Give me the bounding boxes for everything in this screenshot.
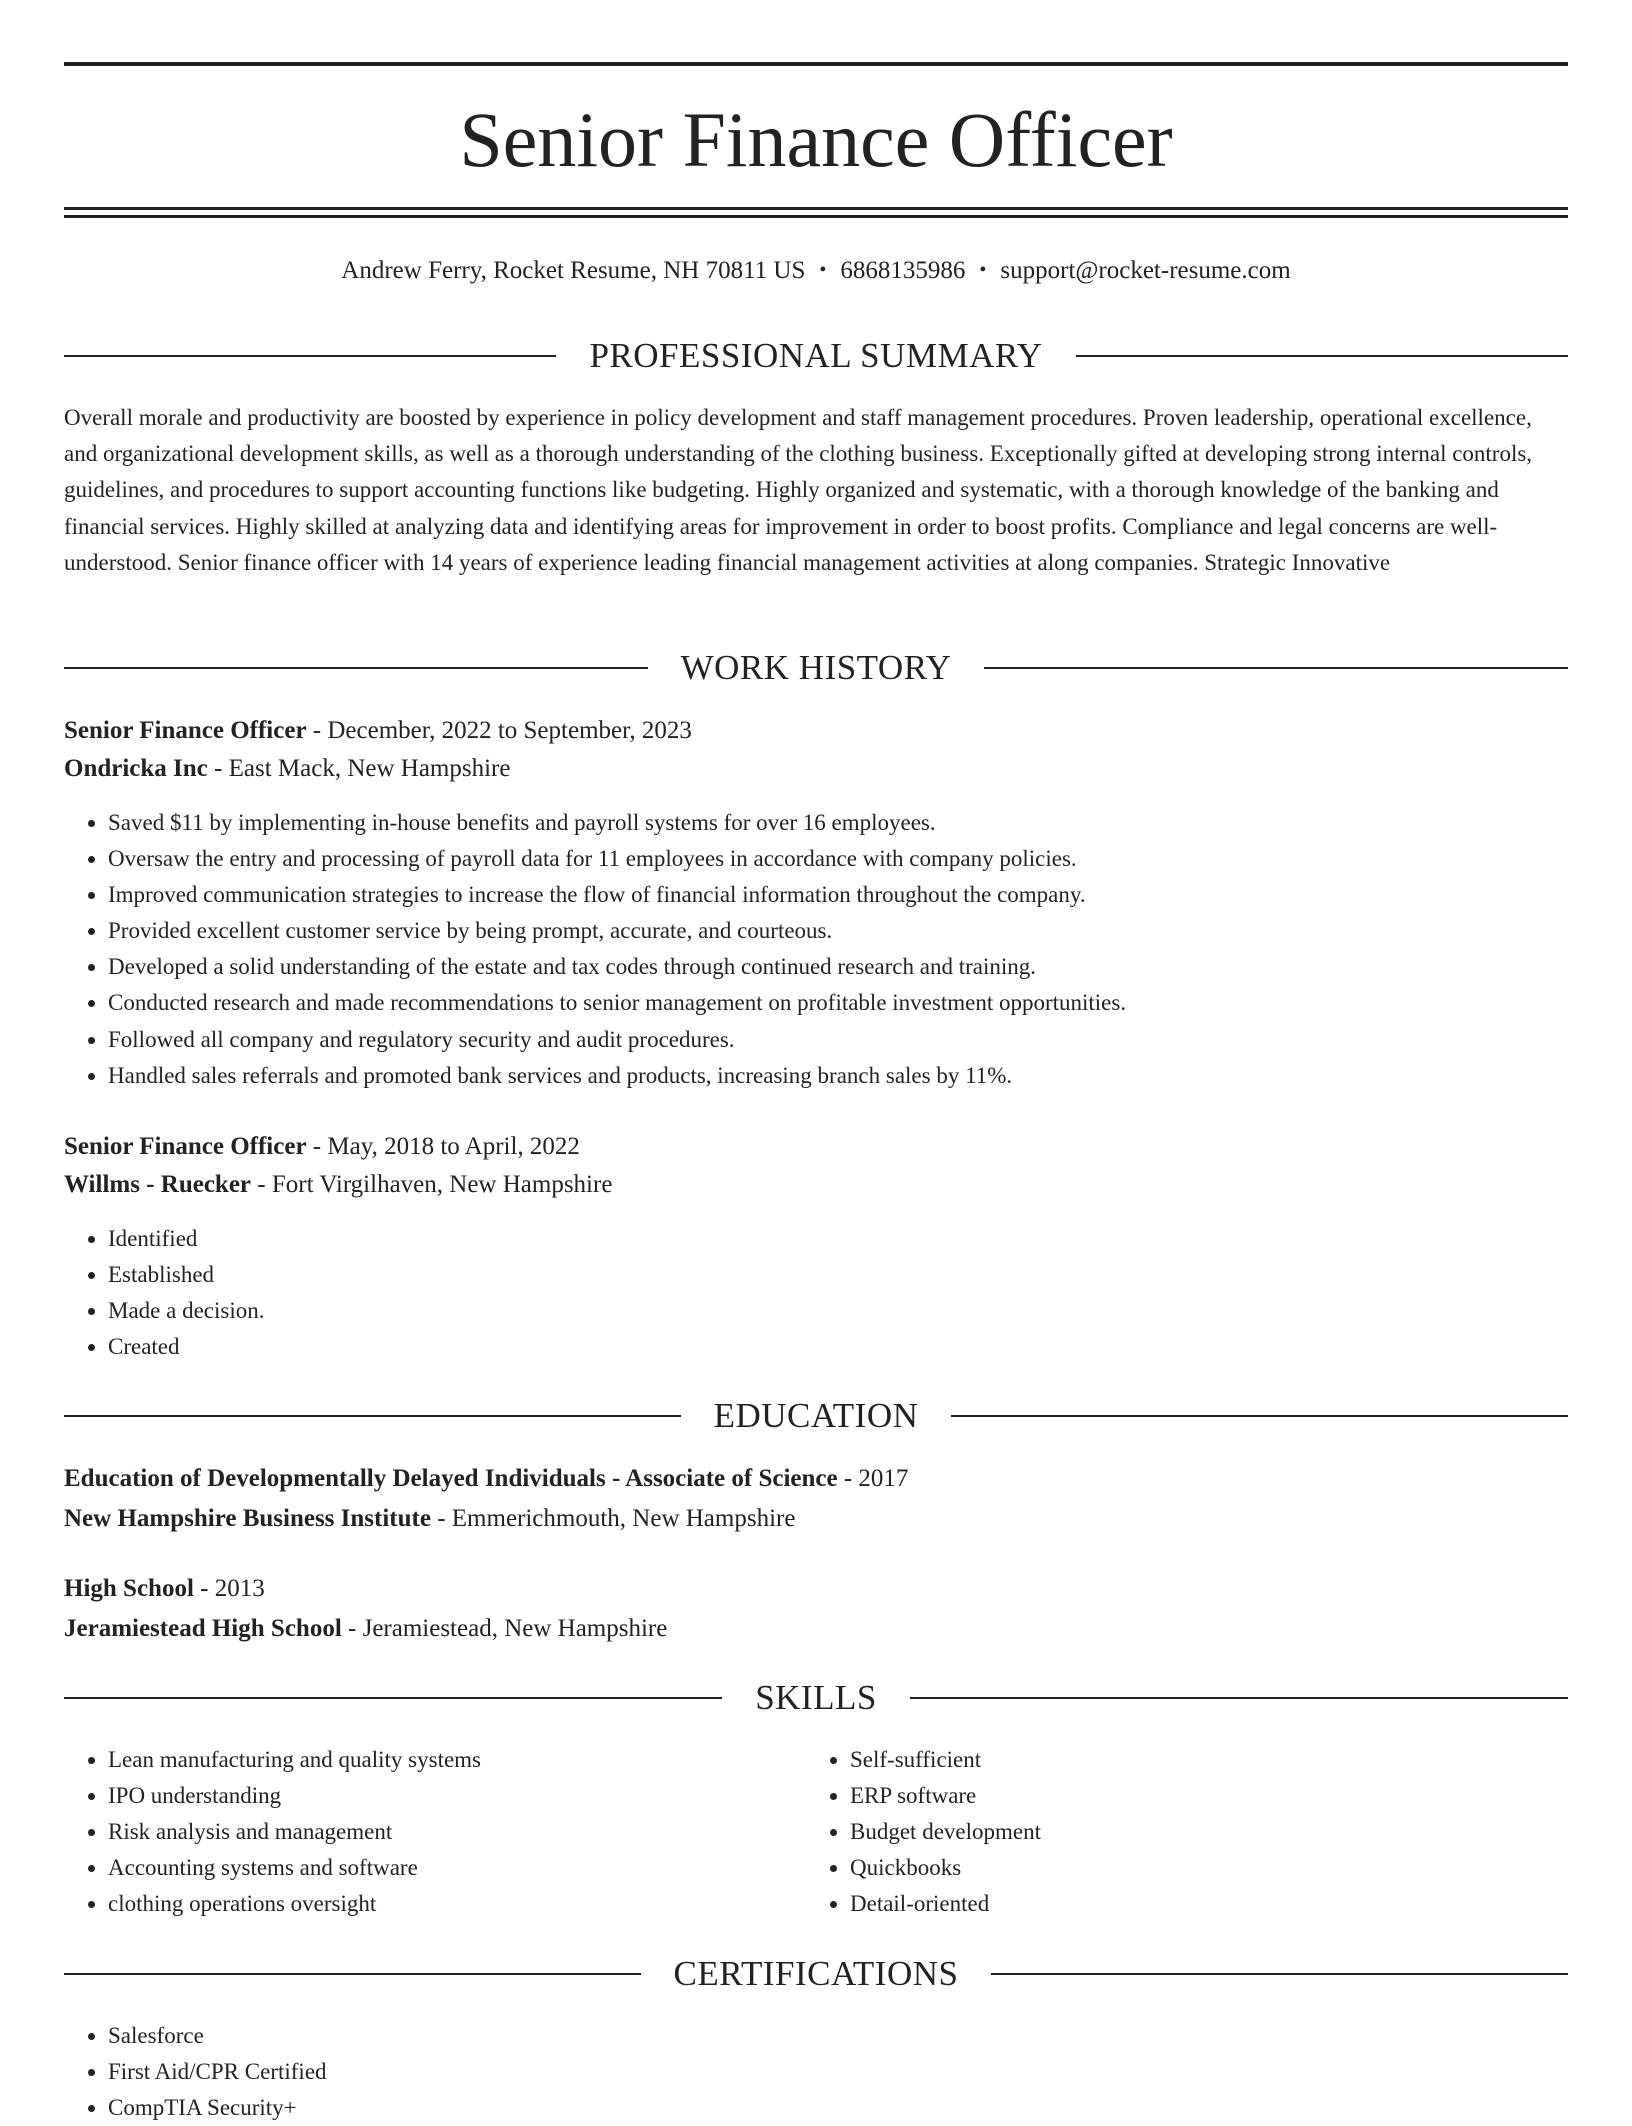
skill-item: • Risk analysis and management bbox=[108, 1814, 481, 1850]
certifications-list bbox=[64, 2018, 327, 2126]
skill-item: • Self-sufficient bbox=[850, 1742, 1041, 1778]
contact-separator: • bbox=[979, 259, 987, 281]
contact-separator: • bbox=[819, 259, 827, 281]
heading-rule bbox=[64, 1973, 641, 1975]
heading-rule bbox=[991, 1973, 1568, 1975]
job-bullet: • Created bbox=[108, 1329, 264, 1365]
contact-line bbox=[64, 255, 1568, 288]
job-company-line bbox=[64, 753, 1568, 785]
education-school: New Hampshire Business Institute bbox=[64, 1505, 431, 1532]
job-dates: - May, 2018 to April, 2022 bbox=[306, 1133, 580, 1160]
job-title-line bbox=[64, 715, 1568, 747]
title-divider-lower bbox=[64, 215, 1568, 218]
job-bullet: • Provided excellent customer service by being prompt, accurate, and courteous. bbox=[108, 913, 1126, 949]
heading-rule bbox=[64, 1697, 722, 1699]
job-title: Senior Finance Officer bbox=[64, 717, 307, 744]
job-title: Senior Finance Officer bbox=[64, 1133, 307, 1160]
job-bullet: • Developed a solid understanding of the estate and tax codes through continued research and training. bbox=[108, 949, 1126, 985]
skill-item: • clothing operations oversight bbox=[108, 1886, 481, 1922]
job-company: Ondricka Inc bbox=[64, 755, 208, 782]
job-company: Willms - Ruecker bbox=[64, 1171, 252, 1198]
heading-rule bbox=[910, 1697, 1568, 1699]
skill-item: • IPO understanding bbox=[108, 1778, 481, 1814]
heading-rule bbox=[1076, 355, 1568, 357]
job-bullet: • Followed all company and regulatory security and audit procedures. bbox=[108, 1022, 1126, 1058]
contact-email: support@rocket-resume.com bbox=[1000, 257, 1291, 284]
certification-item: • First Aid/CPR Certified bbox=[108, 2054, 327, 2090]
heading-rule bbox=[984, 667, 1568, 669]
certification-item: • Salesforce bbox=[108, 2018, 327, 2054]
job-bullet-list bbox=[64, 1221, 264, 1365]
section-heading-skills bbox=[64, 1678, 1568, 1718]
skill-item: • ERP software bbox=[850, 1778, 1041, 1814]
education-school: Jeramiestead High School bbox=[64, 1615, 342, 1642]
education-school-line bbox=[64, 1613, 1568, 1645]
heading-rule bbox=[64, 667, 648, 669]
section-heading-label: SKILLS bbox=[755, 1678, 877, 1717]
top-divider bbox=[64, 62, 1568, 66]
education-degree-line bbox=[64, 1573, 1568, 1605]
summary-text: Overall morale and productivity are boosted by experience in policy development and staff management procedures. Proven leadership, operational excellence, and organizational development skills, as well as a thorough understanding of the clothing business. Exceptionally gifted at developing strong internal controls, guidelines, and procedures to support accounting functions like budgeting. Highly organized and systematic, with a thorough knowledge of the banking and financial services. Highly skilled at analyzing data and identifying areas for improvement in order to boost profits. Compliance and legal concerns are well-understood. Senior finance officer with 14 years of experience leading financial management activities at along companies. Strategic Innovative bbox=[64, 405, 1533, 575]
education-degree-line bbox=[64, 1463, 1568, 1495]
job-bullet: • Saved $11 by implementing in-house benefits and payroll systems for over 16 employees. bbox=[108, 805, 1126, 841]
job-location: - Fort Virgilhaven, New Hampshire bbox=[251, 1171, 613, 1198]
education-degree: High School bbox=[64, 1575, 194, 1602]
skill-item: • Quickbooks bbox=[850, 1850, 1041, 1886]
education-year: - 2017 bbox=[837, 1465, 909, 1492]
skills-list-right bbox=[806, 1742, 1041, 1922]
job-dates: - December, 2022 to September, 2023 bbox=[306, 717, 692, 744]
heading-rule bbox=[64, 1415, 681, 1417]
section-heading-education bbox=[64, 1396, 1568, 1436]
heading-rule bbox=[951, 1415, 1568, 1417]
skill-item: • Lean manufacturing and quality systems bbox=[108, 1742, 481, 1778]
section-heading-certifications bbox=[64, 1954, 1568, 1994]
section-heading-work-history bbox=[64, 648, 1568, 688]
job-bullet-list bbox=[64, 805, 1126, 1094]
heading-rule bbox=[64, 355, 556, 357]
section-heading-label: WORK HISTORY bbox=[680, 648, 952, 687]
job-bullet: • Handled sales referrals and promoted bank services and products, increasing branch sales by 11%. bbox=[108, 1058, 1126, 1094]
section-heading-summary bbox=[64, 336, 1568, 376]
job-bullet: • Made a decision. bbox=[108, 1293, 264, 1329]
education-year: - 2013 bbox=[193, 1575, 265, 1602]
skill-item: • Budget development bbox=[850, 1814, 1041, 1850]
job-bullet: • Identified bbox=[108, 1221, 264, 1257]
job-title-line bbox=[64, 1131, 1568, 1163]
contact-phone: 6868135986 bbox=[840, 257, 966, 284]
section-heading-label: EDUCATION bbox=[713, 1396, 919, 1435]
skill-item: • Detail-oriented bbox=[850, 1886, 1041, 1922]
job-bullet: • Established bbox=[108, 1257, 264, 1293]
skills-list-left bbox=[64, 1742, 481, 1922]
contact-address: Andrew Ferry, Rocket Resume, NH 70811 US bbox=[341, 257, 806, 284]
job-location: - East Mack, New Hampshire bbox=[207, 755, 511, 782]
education-location: - Jeramiestead, New Hampshire bbox=[341, 1615, 668, 1642]
title-divider-upper bbox=[64, 207, 1568, 210]
education-school-line bbox=[64, 1503, 1568, 1535]
section-heading-label: PROFESSIONAL SUMMARY bbox=[589, 336, 1043, 375]
job-bullet: • Oversaw the entry and processing of payroll data for 11 employees in accordance with company policies. bbox=[108, 841, 1126, 877]
job-company-line bbox=[64, 1169, 1568, 1201]
education-degree: Education of Developmentally Delayed Individuals - Associate of Science bbox=[64, 1465, 838, 1492]
job-bullet: • Improved communication strategies to increase the flow of financial information throughout the company. bbox=[108, 877, 1126, 913]
section-heading-label: CERTIFICATIONS bbox=[673, 1954, 959, 1993]
certification-item: • CompTIA Security+ bbox=[108, 2090, 327, 2126]
resume-title: Senior Finance Officer bbox=[459, 96, 1173, 183]
education-location: - Emmerichmouth, New Hampshire bbox=[430, 1505, 796, 1532]
skill-item: • Accounting systems and software bbox=[108, 1850, 481, 1886]
job-bullet: • Conducted research and made recommendations to senior management on profitable investment opportunities. bbox=[108, 985, 1126, 1021]
